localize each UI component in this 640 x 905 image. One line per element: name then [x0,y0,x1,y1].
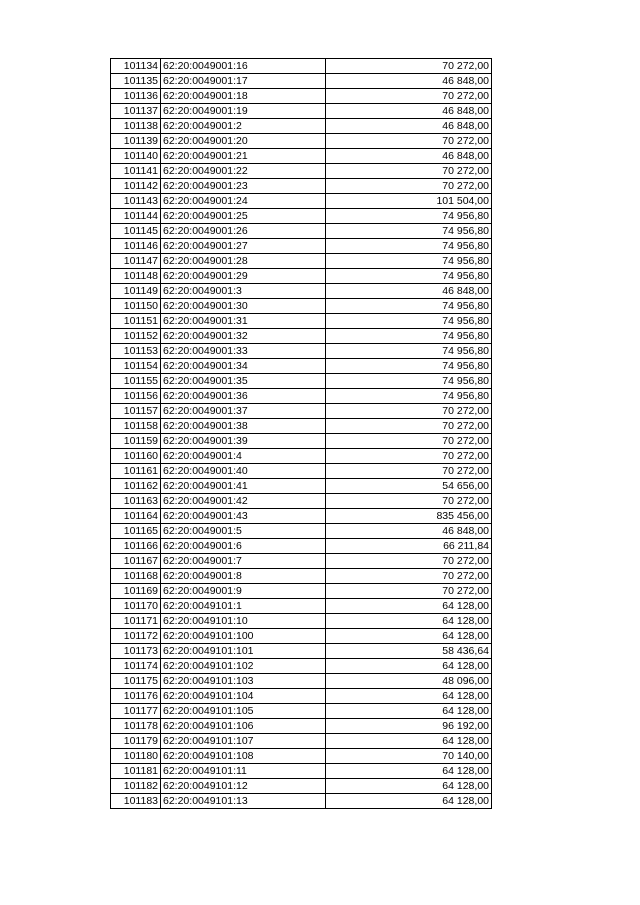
row-id-cell: 101149 [111,284,161,299]
value-cell: 74 956,80 [326,224,492,239]
table-row [111,659,492,674]
table-row [111,314,492,329]
table-row [111,584,492,599]
row-id-cell: 101143 [111,194,161,209]
row-id-cell: 101165 [111,524,161,539]
cadastral-number-cell: 62:20:0049001:6 [161,539,326,554]
value-cell: 70 272,00 [326,59,492,74]
value-cell: 66 211,84 [326,539,492,554]
table-row [111,794,492,809]
row-id-cell: 101146 [111,239,161,254]
row-id-cell: 101170 [111,599,161,614]
row-id-cell: 101147 [111,254,161,269]
table-row [111,359,492,374]
cadastral-value-table [110,58,492,809]
table-row [111,434,492,449]
table-row [111,629,492,644]
cadastral-number-cell: 62:20:0049001:16 [161,59,326,74]
row-id-cell: 101174 [111,659,161,674]
table-row [111,389,492,404]
cadastral-number-cell: 62:20:0049001:24 [161,194,326,209]
row-id-cell: 101138 [111,119,161,134]
cadastral-number-cell: 62:20:0049001:22 [161,164,326,179]
cadastral-number-cell: 62:20:0049101:1 [161,599,326,614]
table-row [111,479,492,494]
row-id-cell: 101139 [111,134,161,149]
table-row [111,764,492,779]
row-id-cell: 101134 [111,59,161,74]
row-id-cell: 101135 [111,74,161,89]
value-cell: 74 956,80 [326,389,492,404]
value-cell: 70 272,00 [326,164,492,179]
row-id-cell: 101182 [111,779,161,794]
value-cell: 74 956,80 [326,344,492,359]
value-cell: 58 436,64 [326,644,492,659]
cadastral-number-cell: 62:20:0049001:8 [161,569,326,584]
row-id-cell: 101153 [111,344,161,359]
table-row [111,734,492,749]
row-id-cell: 101158 [111,419,161,434]
table-row [111,569,492,584]
row-id-cell: 101166 [111,539,161,554]
table-row [111,254,492,269]
value-cell: 46 848,00 [326,104,492,119]
row-id-cell: 101137 [111,104,161,119]
row-id-cell: 101181 [111,764,161,779]
value-cell: 70 272,00 [326,434,492,449]
value-cell: 74 956,80 [326,299,492,314]
row-id-cell: 101168 [111,569,161,584]
row-id-cell: 101164 [111,509,161,524]
row-id-cell: 101176 [111,689,161,704]
cadastral-number-cell: 62:20:0049001:20 [161,134,326,149]
table-row [111,164,492,179]
table-row [111,704,492,719]
value-cell: 46 848,00 [326,119,492,134]
value-cell: 74 956,80 [326,209,492,224]
cadastral-number-cell: 62:20:0049001:34 [161,359,326,374]
cadastral-number-cell: 62:20:0049001:39 [161,434,326,449]
cadastral-number-cell: 62:20:0049101:11 [161,764,326,779]
table-row [111,554,492,569]
row-id-cell: 101175 [111,674,161,689]
row-id-cell: 101151 [111,314,161,329]
value-cell: 48 096,00 [326,674,492,689]
row-id-cell: 101157 [111,404,161,419]
table-row [111,374,492,389]
table-body [111,59,492,809]
cadastral-number-cell: 62:20:0049001:27 [161,239,326,254]
row-id-cell: 101183 [111,794,161,809]
table-row [111,284,492,299]
cadastral-number-cell: 62:20:0049001:32 [161,329,326,344]
table-row [111,59,492,74]
table-row [111,464,492,479]
row-id-cell: 101169 [111,584,161,599]
table-row [111,344,492,359]
value-cell: 70 272,00 [326,569,492,584]
cadastral-number-cell: 62:20:0049001:35 [161,374,326,389]
cadastral-number-cell: 62:20:0049001:40 [161,464,326,479]
value-cell: 70 272,00 [326,494,492,509]
row-id-cell: 101159 [111,434,161,449]
table-row [111,449,492,464]
cadastral-number-cell: 62:20:0049001:25 [161,209,326,224]
cadastral-number-cell: 62:20:0049001:42 [161,494,326,509]
row-id-cell: 101171 [111,614,161,629]
value-cell: 64 128,00 [326,734,492,749]
value-cell: 835 456,00 [326,509,492,524]
value-cell: 64 128,00 [326,614,492,629]
row-id-cell: 101173 [111,644,161,659]
table-row [111,689,492,704]
value-cell: 70 272,00 [326,554,492,569]
value-cell: 74 956,80 [326,254,492,269]
value-cell: 54 656,00 [326,479,492,494]
cadastral-number-cell: 62:20:0049001:26 [161,224,326,239]
value-cell: 70 272,00 [326,89,492,104]
table-row [111,779,492,794]
cadastral-number-cell: 62:20:0049001:18 [161,89,326,104]
table-row [111,749,492,764]
row-id-cell: 101140 [111,149,161,164]
value-cell: 70 140,00 [326,749,492,764]
row-id-cell: 101144 [111,209,161,224]
table-row [111,194,492,209]
value-cell: 70 272,00 [326,179,492,194]
cadastral-number-cell: 62:20:0049001:4 [161,449,326,464]
value-cell: 64 128,00 [326,629,492,644]
cadastral-number-cell: 62:20:0049001:41 [161,479,326,494]
table-row [111,269,492,284]
row-id-cell: 101163 [111,494,161,509]
row-id-cell: 101162 [111,479,161,494]
value-cell: 64 128,00 [326,794,492,809]
value-cell: 64 128,00 [326,704,492,719]
table-row [111,419,492,434]
cadastral-number-cell: 62:20:0049001:33 [161,344,326,359]
row-id-cell: 101142 [111,179,161,194]
value-cell: 46 848,00 [326,524,492,539]
value-cell: 74 956,80 [326,329,492,344]
cadastral-number-cell: 62:20:0049001:7 [161,554,326,569]
cadastral-number-cell: 62:20:0049001:2 [161,119,326,134]
cadastral-number-cell: 62:20:0049101:13 [161,794,326,809]
cadastral-number-cell: 62:20:0049001:43 [161,509,326,524]
row-id-cell: 101180 [111,749,161,764]
row-id-cell: 101172 [111,629,161,644]
value-cell: 74 956,80 [326,374,492,389]
table-row [111,539,492,554]
cadastral-number-cell: 62:20:0049101:102 [161,659,326,674]
value-cell: 70 272,00 [326,134,492,149]
row-id-cell: 101179 [111,734,161,749]
table-row [111,224,492,239]
value-cell: 70 272,00 [326,419,492,434]
table-row [111,329,492,344]
table-row [111,524,492,539]
cadastral-number-cell: 62:20:0049101:108 [161,749,326,764]
value-cell: 74 956,80 [326,269,492,284]
value-cell: 70 272,00 [326,464,492,479]
table-row [111,179,492,194]
value-cell: 70 272,00 [326,584,492,599]
cadastral-number-cell: 62:20:0049001:37 [161,404,326,419]
row-id-cell: 101150 [111,299,161,314]
cadastral-number-cell: 62:20:0049001:23 [161,179,326,194]
row-id-cell: 101152 [111,329,161,344]
cadastral-number-cell: 62:20:0049001:21 [161,149,326,164]
cadastral-number-cell: 62:20:0049101:105 [161,704,326,719]
cadastral-number-cell: 62:20:0049101:107 [161,734,326,749]
value-cell: 64 128,00 [326,599,492,614]
cadastral-number-cell: 62:20:0049001:9 [161,584,326,599]
table-row [111,509,492,524]
row-id-cell: 101160 [111,449,161,464]
cadastral-number-cell: 62:20:0049101:103 [161,674,326,689]
value-cell: 46 848,00 [326,74,492,89]
value-cell: 74 956,80 [326,359,492,374]
cadastral-number-cell: 62:20:0049001:29 [161,269,326,284]
row-id-cell: 101156 [111,389,161,404]
value-cell: 96 192,00 [326,719,492,734]
row-id-cell: 101161 [111,464,161,479]
table-row [111,719,492,734]
table-row [111,134,492,149]
value-cell: 46 848,00 [326,149,492,164]
cadastral-number-cell: 62:20:0049101:10 [161,614,326,629]
value-cell: 46 848,00 [326,284,492,299]
table-row [111,614,492,629]
value-cell: 70 272,00 [326,449,492,464]
value-cell: 74 956,80 [326,314,492,329]
cadastral-number-cell: 62:20:0049001:30 [161,299,326,314]
row-id-cell: 101177 [111,704,161,719]
data-table-container [110,58,492,809]
row-id-cell: 101148 [111,269,161,284]
row-id-cell: 101155 [111,374,161,389]
cadastral-number-cell: 62:20:0049101:104 [161,689,326,704]
value-cell: 64 128,00 [326,779,492,794]
table-row [111,209,492,224]
cadastral-number-cell: 62:20:0049001:5 [161,524,326,539]
table-row [111,599,492,614]
table-row [111,149,492,164]
table-row [111,119,492,134]
value-cell: 74 956,80 [326,239,492,254]
row-id-cell: 101178 [111,719,161,734]
table-row [111,674,492,689]
row-id-cell: 101167 [111,554,161,569]
cadastral-number-cell: 62:20:0049001:19 [161,104,326,119]
cadastral-number-cell: 62:20:0049001:31 [161,314,326,329]
cadastral-number-cell: 62:20:0049001:38 [161,419,326,434]
value-cell: 64 128,00 [326,764,492,779]
cadastral-number-cell: 62:20:0049001:17 [161,74,326,89]
value-cell: 64 128,00 [326,659,492,674]
cadastral-number-cell: 62:20:0049001:36 [161,389,326,404]
row-id-cell: 101154 [111,359,161,374]
value-cell: 64 128,00 [326,689,492,704]
row-id-cell: 101145 [111,224,161,239]
table-row [111,644,492,659]
row-id-cell: 101141 [111,164,161,179]
cadastral-number-cell: 62:20:0049001:28 [161,254,326,269]
cadastral-number-cell: 62:20:0049101:101 [161,644,326,659]
row-id-cell: 101136 [111,89,161,104]
cadastral-number-cell: 62:20:0049101:12 [161,779,326,794]
value-cell: 101 504,00 [326,194,492,209]
table-row [111,74,492,89]
table-row [111,104,492,119]
table-row [111,89,492,104]
cadastral-number-cell: 62:20:0049101:100 [161,629,326,644]
cadastral-number-cell: 62:20:0049101:106 [161,719,326,734]
table-row [111,494,492,509]
table-row [111,239,492,254]
value-cell: 70 272,00 [326,404,492,419]
cadastral-number-cell: 62:20:0049001:3 [161,284,326,299]
table-row [111,299,492,314]
table-row [111,404,492,419]
